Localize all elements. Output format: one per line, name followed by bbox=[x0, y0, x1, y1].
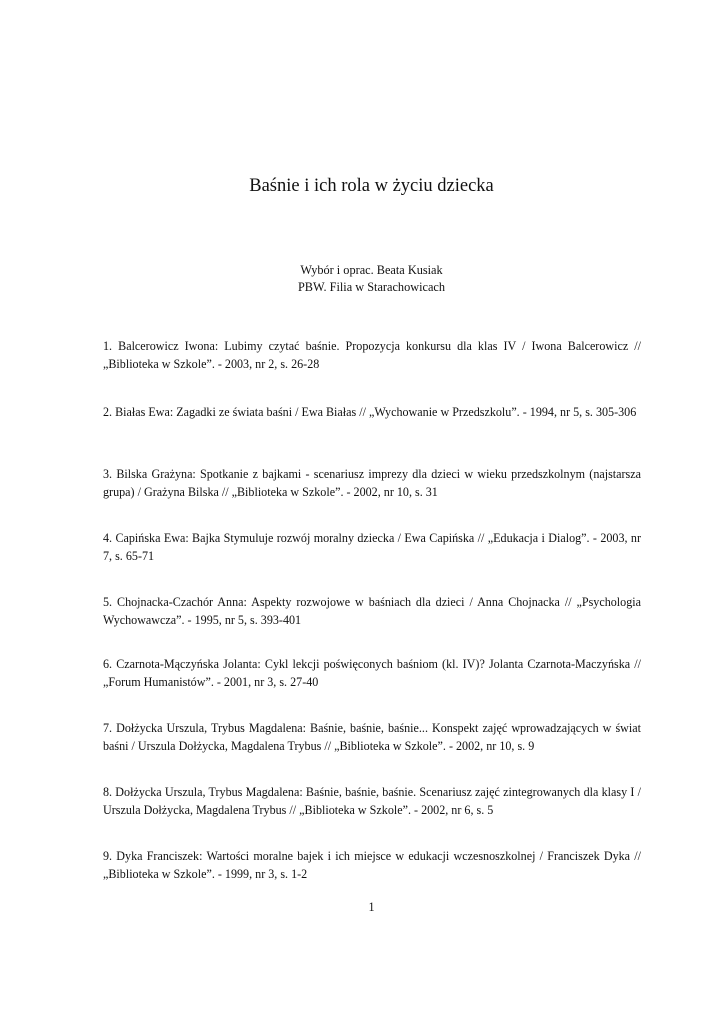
bibliography-entry: 7. Dołżycka Urszula, Trybus Magdalena: Baśnie, baśnie, baśnie... Konspekt zajęć wprowadzających w świat baśni / Urszula Dołżycka, Magdalena Trybus // „Biblioteka w Szkole”. - 2002, nr 10, s. 9 bbox=[103, 721, 641, 753]
bibliography-entry: 1. Balcerowicz Iwona: Lubimy czytać baśnie. Propozycja konkursu dla klas IV / Iwona Balcerowicz // „Biblioteka w Szkole”. - 2003, nr 2, s. 26-28 bbox=[103, 339, 641, 371]
bibliography-entry: 6. Czarnota-Mączyńska Jolanta: Cykl lekcji poświęconych baśniom (kl. IV)? Jolanta Czarnota-Maczyńska // „Forum Humanistów”. - 2001, nr 3, s. 27-40 bbox=[103, 657, 641, 689]
bibliography-entry: 3. Bilska Grażyna: Spotkanie z bajkami - scenariusz imprezy dla dzieci w wieku przedszkolnym (najstarsza grupa) / Grażyna Bilska // „Biblioteka w Szkole”. - 2002, nr 10, s. 31 bbox=[103, 467, 641, 499]
bibliography-entry: 8. Dołżycka Urszula, Trybus Magdalena: Baśnie, baśnie, baśnie. Scenariusz zajęć zintegrowanych dla klasy I / Urszula Dołżycka, Magdalena Trybus // „Biblioteka w Szkole”. - 2002, nr 6, s. 5 bbox=[103, 785, 641, 817]
bibliography-entry: 5. Chojnacka-Czachór Anna: Aspekty rozwojowe w baśniach dla dzieci / Anna Chojnacka // „Psychologia Wychowawcza”. - 1995, nr 5, s. 393-401 bbox=[103, 595, 641, 627]
library-line: PBW. Filia w Starachowicach bbox=[297, 279, 446, 294]
bibliography-entry: 2. Białas Ewa: Zagadki ze świata baśni / Ewa Białas // „Wychowanie w Przedszkolu”. - 1994, nr 5, s. 305-306 bbox=[103, 405, 637, 419]
author-block bbox=[0, 262, 725, 295]
bibliography-entry: 4. Capińska Ewa: Bajka Stymuluje rozwój moralny dziecka / Ewa Capińska // „Edukacja i Dialog”. - 2003, nr 7, s. 65-71 bbox=[103, 531, 641, 563]
compiler-line: Wybór i oprac. Beata Kusiak bbox=[300, 263, 443, 277]
document-title: Baśnie i ich rola w życiu dziecka bbox=[249, 176, 494, 196]
bibliography-entry: 9. Dyka Franciszek: Wartości moralne bajek i ich miejsce w edukacji wczesnoszkolnej / Franciszek Dyka // „Biblioteka w Szkole”. - 1999, nr 3, s. 1-2 bbox=[103, 849, 641, 881]
page-number: 1 bbox=[368, 900, 375, 914]
